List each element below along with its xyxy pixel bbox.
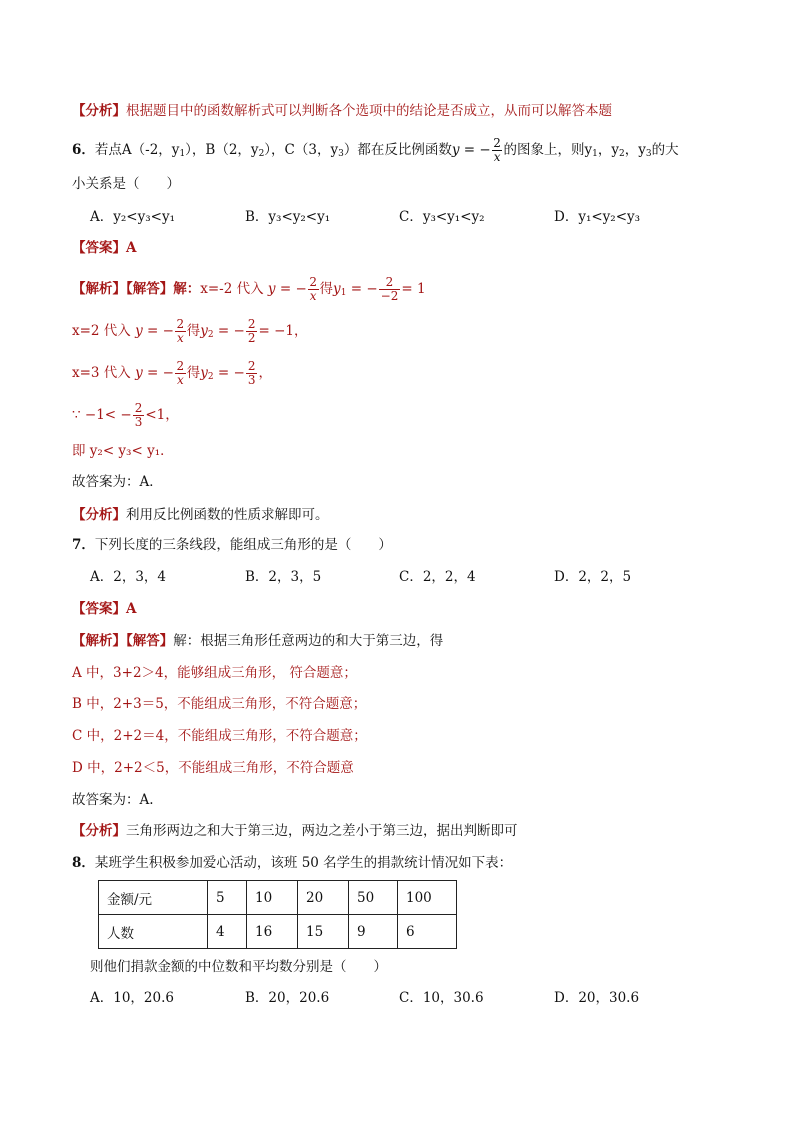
q8-option-a[interactable]: A．10，20.6 — [90, 990, 174, 1006]
q8-question: 则他们捐款金额的中位数和平均数分别是（ ） — [90, 959, 387, 975]
q6-solution-line1: 【解析】【解答】解：x=-2 代入 y = − $\frac{2}{x}$ 得$y_1$ = − $\frac{2}{-2}$ = 1 — [72, 275, 426, 303]
q6-option-a[interactable]: A．y₂<y₃<y₁ — [90, 209, 175, 225]
q6-stem: 6．若点A（-2，$y_1$），B（2，$y_2$），C（3，$y_3$）都在反比例函数y = − $\frac{2}{x}$ 的图象上，则$y_1$，$y_2$，$y_3$的大 — [72, 136, 679, 164]
q6-answer: 【答案】A — [72, 240, 137, 256]
q6-option-b[interactable]: B．y₃<y₂<y₁ — [245, 209, 331, 225]
q6-solution-line4: ∵ −1< − $\frac{2}{3}$ <1， — [72, 401, 179, 429]
q7-option-b[interactable]: B．2，3，5 — [245, 569, 322, 585]
q7-option-d[interactable]: D．2，2，5 — [554, 569, 632, 585]
table-row — [99, 881, 457, 915]
table-cell: 5 — [208, 881, 247, 915]
q7-stem: 7．下列长度的三条线段，能组成三角形的是（ ） — [72, 537, 392, 553]
q8-option-b[interactable]: B．20，20.6 — [245, 990, 330, 1006]
q6-analysis: 【分析】利用反比例函数的性质求解即可。 — [72, 507, 329, 523]
table-cell: 15 — [298, 915, 349, 949]
q6-option-d[interactable]: D．y₁<y₂<y₃ — [554, 209, 641, 225]
q8-option-d[interactable]: D．20，30.6 — [554, 990, 640, 1006]
q7-solution-d: D 中，2+2＜5，不能组成三角形，不符合题意 — [72, 760, 354, 776]
table-cell: 20 — [298, 881, 349, 915]
q7-conclusion: 故答案为：A. — [72, 792, 154, 808]
q6-stem-line2: 小关系是（ ） — [72, 176, 180, 192]
q6-conclusion: 故答案为：A． — [72, 474, 163, 490]
q6-solution-line5: 即 y₂< y₃< y₁． — [72, 443, 174, 459]
table-cell: 100 — [398, 881, 457, 915]
function-formula: y = − $\frac{2}{x}$ — [451, 136, 501, 164]
q6-option-c[interactable]: C．y₃<y₁<y₂ — [399, 209, 485, 225]
table-cell: 10 — [247, 881, 298, 915]
q7-option-c[interactable]: C．2，2，4 — [399, 569, 476, 585]
table-cell: 人数 — [99, 915, 208, 949]
q6-solution-line3: x=3 代入 y = − $\frac{2}{x}$ 得$y_2$ = − $\frac{2}{3}$ ， — [72, 359, 272, 387]
table-cell: 金额/元 — [99, 881, 208, 915]
donation-table — [98, 880, 457, 949]
q7-answer: 【答案】A — [72, 601, 137, 617]
q6-solution-line2: x=2 代入 y = − $\frac{2}{x}$ 得$y_2$ = − $\frac{2}{2}$ = −1， — [72, 317, 308, 345]
q7-solution-intro: 【解析】【解答】解：根据三角形任意两边的和大于第三边，得 — [72, 633, 444, 649]
table-row — [99, 915, 457, 949]
q7-solution-b: B 中，2+3＝5，不能组成三角形，不符合题意； — [72, 696, 367, 712]
q7-solution-c: C 中，2+2＝4，不能组成三角形，不符合题意； — [72, 728, 367, 744]
prev-analysis: 【分析】根据题目中的函数解析式可以判断各个选项中的结论是否成立，从而可以解答本题 — [72, 103, 612, 119]
q8-stem: 8．某班学生积极参加爱心活动，该班 50 名学生的捐款统计情况如下表： — [72, 855, 513, 871]
table-cell: 16 — [247, 915, 298, 949]
table-cell: 6 — [398, 915, 457, 949]
table-cell: 50 — [349, 881, 398, 915]
q8-option-c[interactable]: C．10，30.6 — [399, 990, 484, 1006]
table-cell: 4 — [208, 915, 247, 949]
table-cell: 9 — [349, 915, 398, 949]
q7-option-a[interactable]: A．2，3，4 — [90, 569, 167, 585]
q7-solution-a: A 中，3+2＞4，能够组成三角形， 符合题意； — [72, 665, 357, 681]
q7-analysis: 【分析】三角形两边之和大于第三边，两边之差小于第三边，据出判断即可 — [72, 823, 518, 839]
